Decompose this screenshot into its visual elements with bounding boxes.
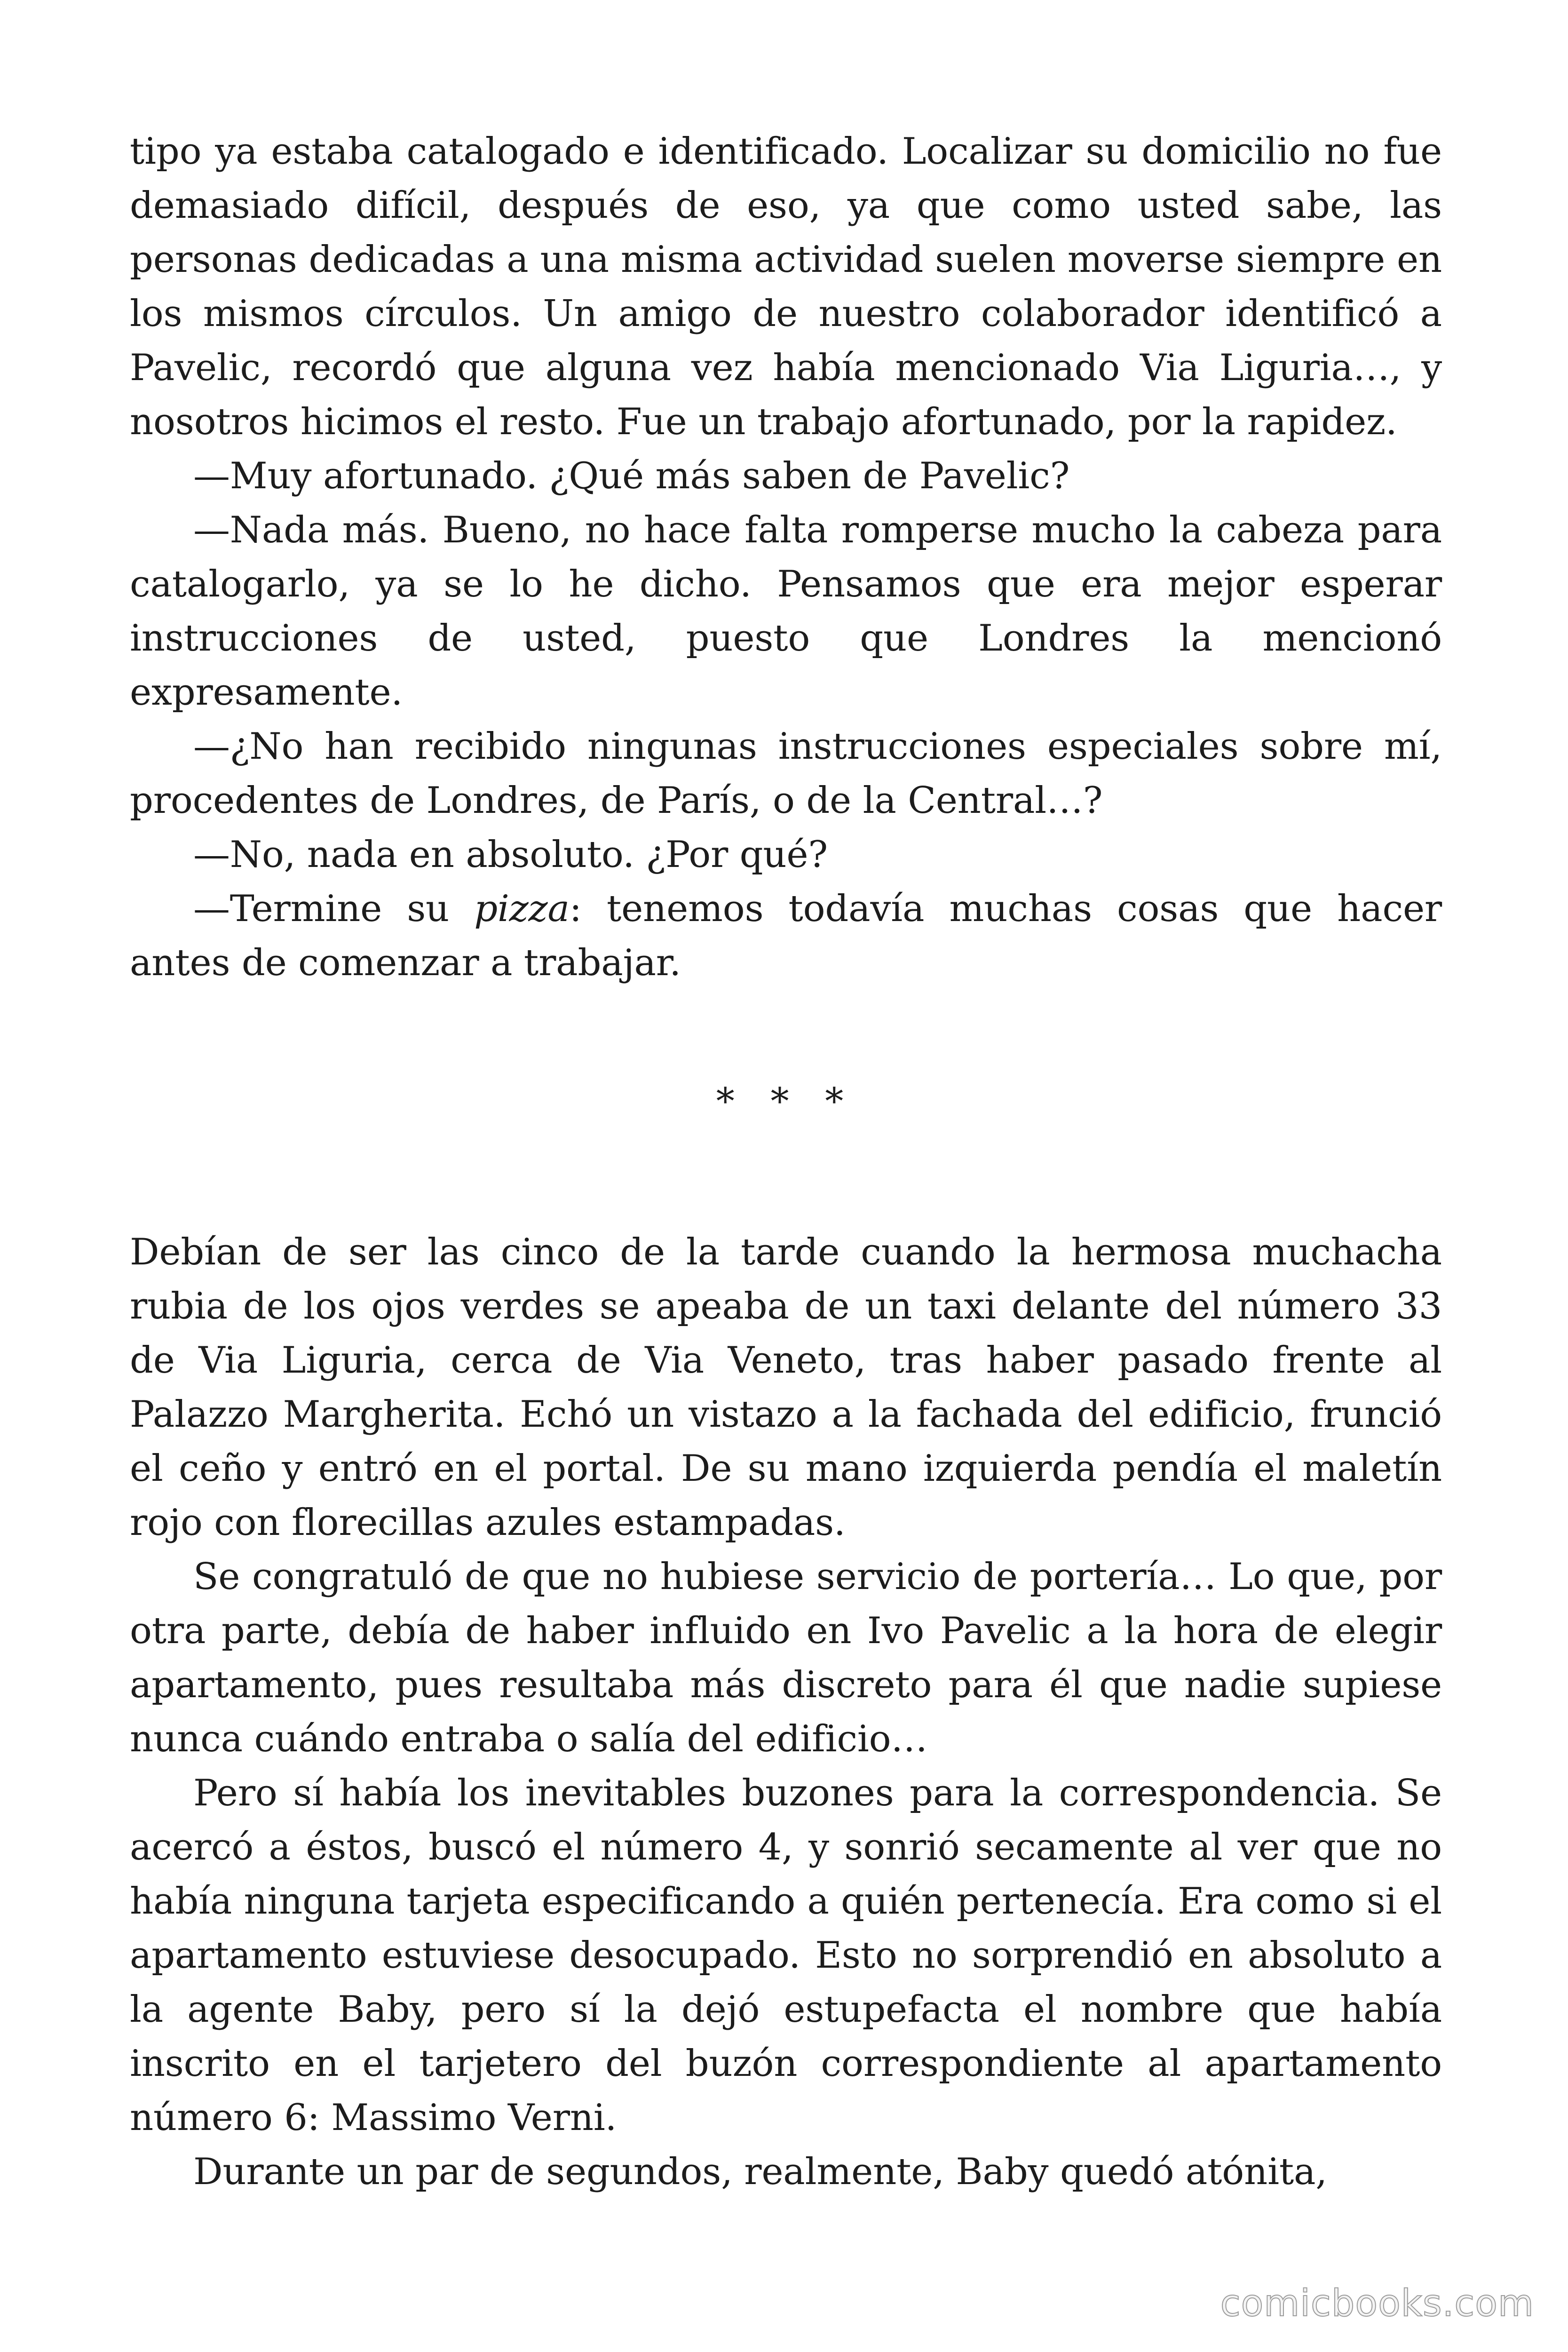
dialog-line: —Nada más. Bueno, no hace falta romperse mucho la cabeza para catalogarlo, ya se lo he dicho. Pensamos que era mejor esperar instrucciones de usted, puesto que Londres la mencionó expresamente. <box>130 509 1442 714</box>
dialog-line: —Muy afortunado. ¿Qué más saben de Pavelic? <box>193 455 1070 497</box>
dialog-line: —No, nada en absoluto. ¿Por qué? <box>193 834 828 876</box>
italic-word: pizza <box>474 888 570 930</box>
paragraph: Debían de ser las cinco de la tarde cuando la hermosa muchacha rubia de los ojos verdes se apeaba de un taxi delante del número 33 de Via Liguria, cerca de Via Veneto, tras haber pasado frente al Palazzo Margherita. Echó un vistazo a la fachada del edificio, frunció el ceño y entró en el portal. De su mano izquierda pendía el maletín rojo con florecillas azules estampadas. <box>130 1231 1442 1544</box>
page-body <box>130 125 1442 2199</box>
paragraph: Pero sí había los inevitables buzones para la correspondencia. Se acercó a éstos, buscó el número 4, y sonrió secamente al ver que no había ninguna tarjeta especificando a quién pertenecía. Era como si el apartamento estuviese desocupado. Esto no sorprendió en absoluto a la agente Baby, pero sí la dejó estupefacta el nombre que había inscrito en el tarjetero del buzón correspondiente al apartamento número 6: Massimo Verni. <box>130 1772 1442 2139</box>
dialog-text: —Termine su <box>193 888 475 930</box>
dialog-line <box>130 882 1442 990</box>
section-separator: * * * <box>716 1081 856 1123</box>
dialog-line: —¿No han recibido ningunas instrucciones especiales sobre mí, procedentes de Londres, de París, o de la Central…? <box>130 725 1442 822</box>
paragraph: tipo ya estaba catalogado e identificado. Localizar su domicilio no fue demasiado difícil, después de eso, ya que como usted sabe, las personas dedicadas a una misma actividad suelen moverse siempre en los mismos círculos. Un amigo de nuestro colaborador identificó a Pavelic, recordó que alguna vez había mencionado Via Liguria…, y nosotros hicimos el resto. Fue un trabajo afortunado, por la rapidez. <box>130 130 1442 443</box>
paragraph: Se congratuló de que no hubiese servicio de portería… Lo que, por otra parte, debía de haber influido en Ivo Pavelic a la hora de elegir apartamento, pues resultaba más discreto para él que nadie supiese nunca cuándo entraba o salía del edificio… <box>130 1556 1442 1760</box>
dialog-text: : tenemos todavía muchas cosas que hacer antes de comenzar a trabajar. <box>130 888 1442 984</box>
paragraph: Durante un par de segundos, realmente, Baby quedó atónita, <box>193 2151 1327 2193</box>
watermark: comicbooks.com <box>1220 2282 1534 2325</box>
